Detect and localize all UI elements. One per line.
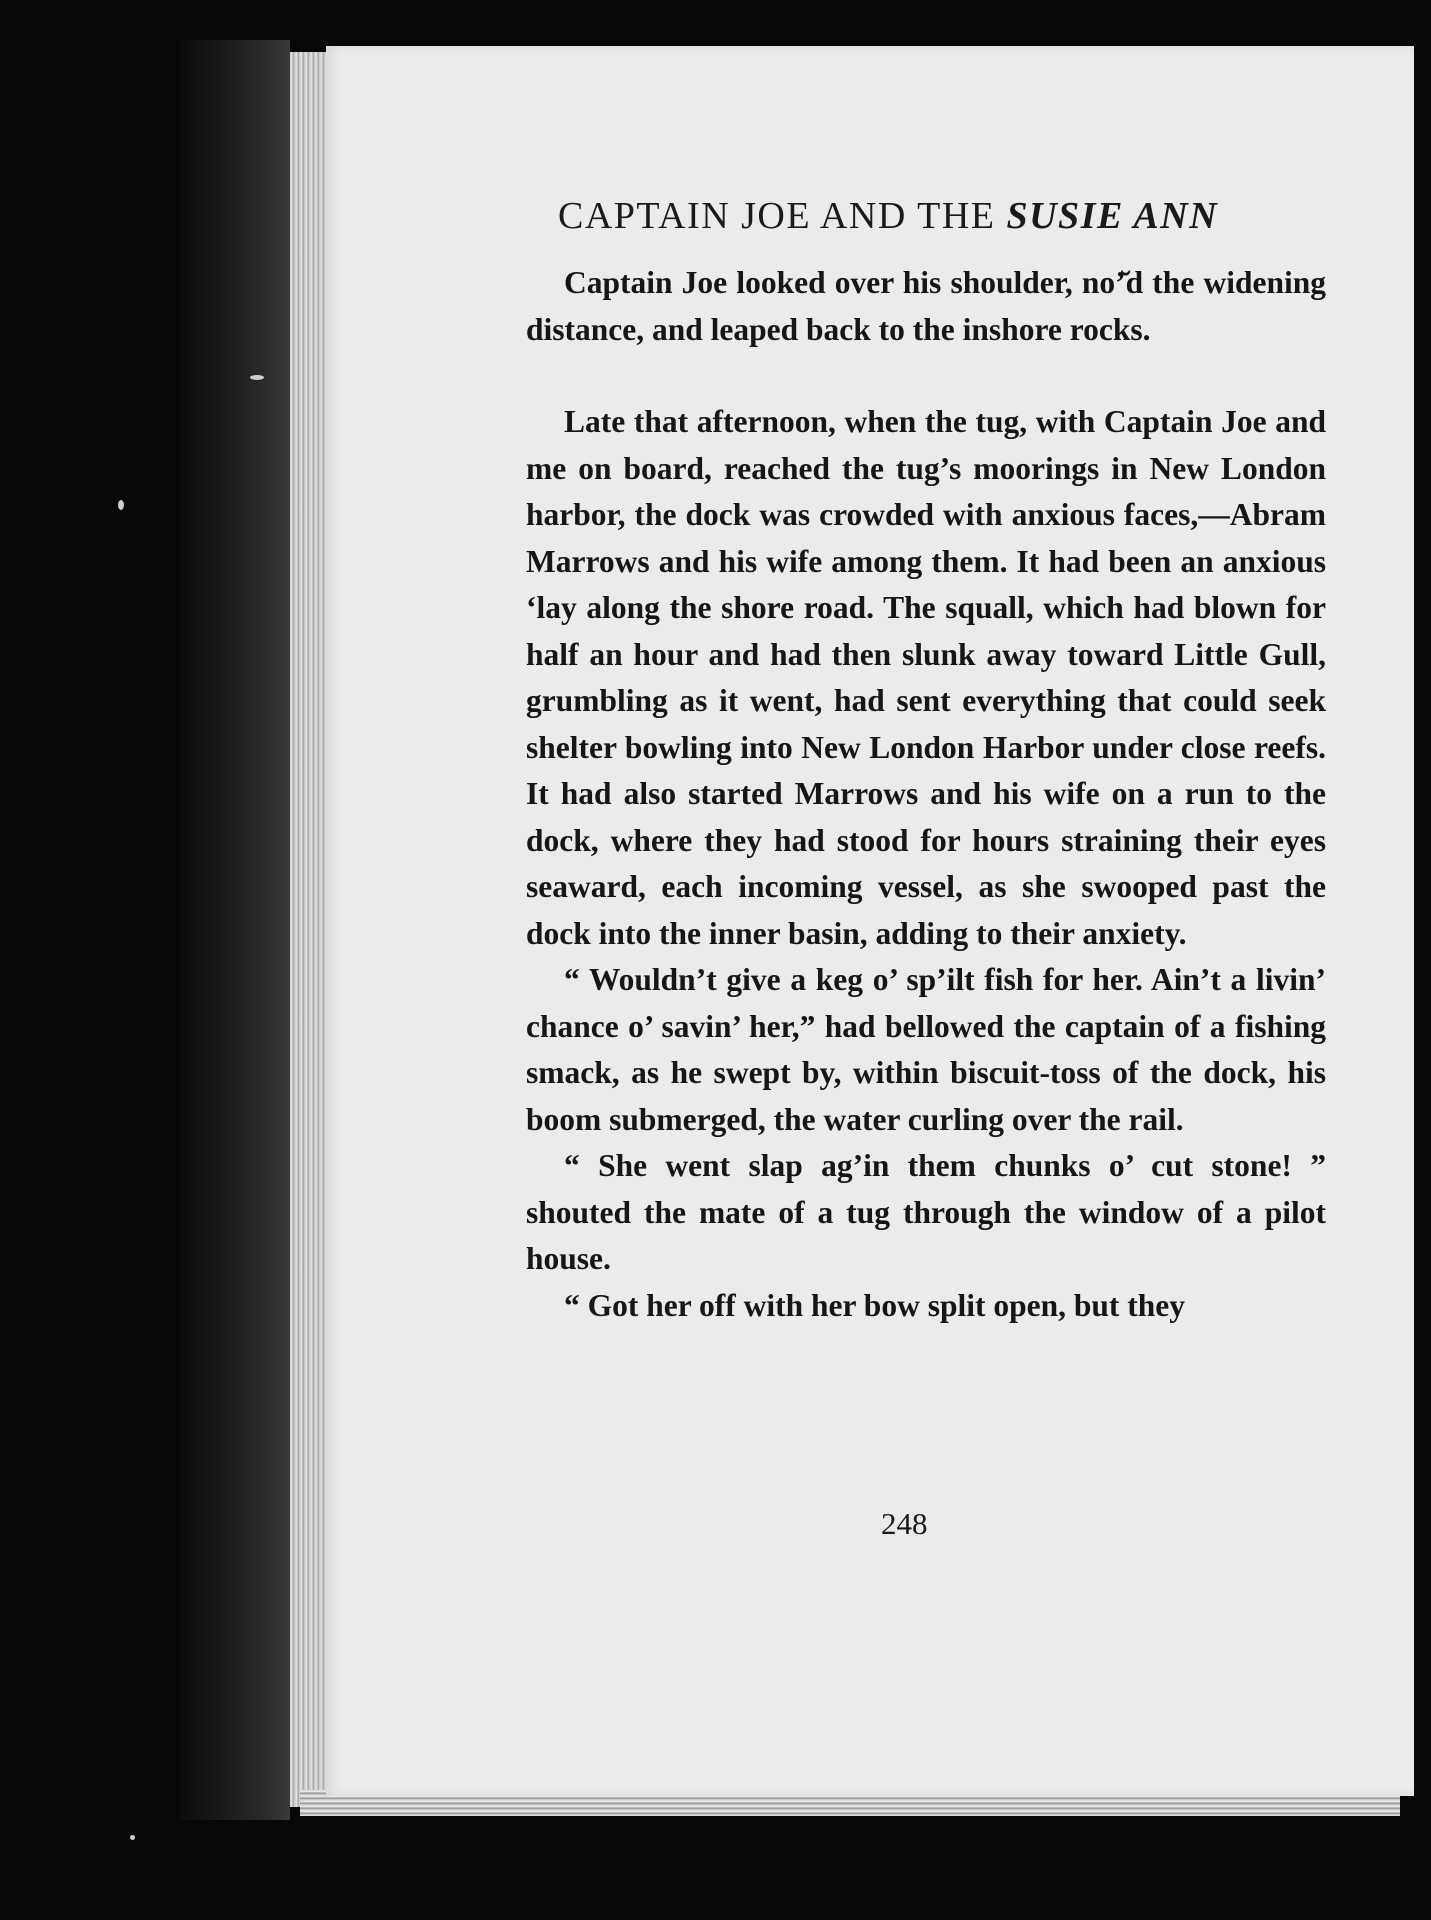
running-head-italic-title: SUSIE ANN bbox=[1006, 195, 1219, 237]
running-head bbox=[558, 194, 1328, 238]
scan-speck bbox=[250, 375, 264, 380]
page-stack-edge bbox=[290, 52, 330, 1807]
paragraph-2: Late that afternoon, when the tug, with Captain Joe and me on board, reached the tug’s moorings in New London harbor, the dock was crowded with anxious faces,—Abram Marrows and his wife among them. It had been an anxious ‘lay along the shore road. The squall, which had blown for half an hour and had then slunk away toward Little Gull, grumbling as it went, had sent everything that could seek shelter bowling into New London Harbor under close reefs. It had also started Marrows and his wife on a run to the dock, where they had stood for hours straining their eyes seaward, each incoming vessel, as she swooped past the dock into the inner basin, adding to their anxiety. bbox=[526, 404, 1326, 951]
paragraph-5: “ Got her off with her bow split open, but they bbox=[564, 1287, 1186, 1323]
scan-speck bbox=[130, 1835, 135, 1840]
book-binding-edge bbox=[180, 40, 290, 1820]
paragraph-3: “ Wouldn’t give a keg o’ sp’ilt fish for her. Ain’t a livin’ chance o’ savin’ her,” had bellowed the captain of a fishing smack, as he swept by, within biscuit-toss of the dock, his boom submerged, the water curling over the rail. bbox=[526, 962, 1326, 1137]
running-head-title: CAPTAIN JOE AND THE bbox=[558, 195, 1007, 237]
page-number: 248 bbox=[881, 1506, 928, 1541]
book-page bbox=[326, 46, 1414, 1796]
scan-speck bbox=[118, 500, 124, 510]
paragraph-1: Captain Joe looked over his shoulder, no’̆d the widening distance, and leaped back to the inshore rocks. bbox=[526, 265, 1326, 347]
body-text bbox=[526, 260, 1326, 1329]
paragraph-4: “ She went slap ag’in them chunks o’ cut stone! ” shouted the mate of a tug through the window of a pilot house. bbox=[526, 1148, 1326, 1276]
